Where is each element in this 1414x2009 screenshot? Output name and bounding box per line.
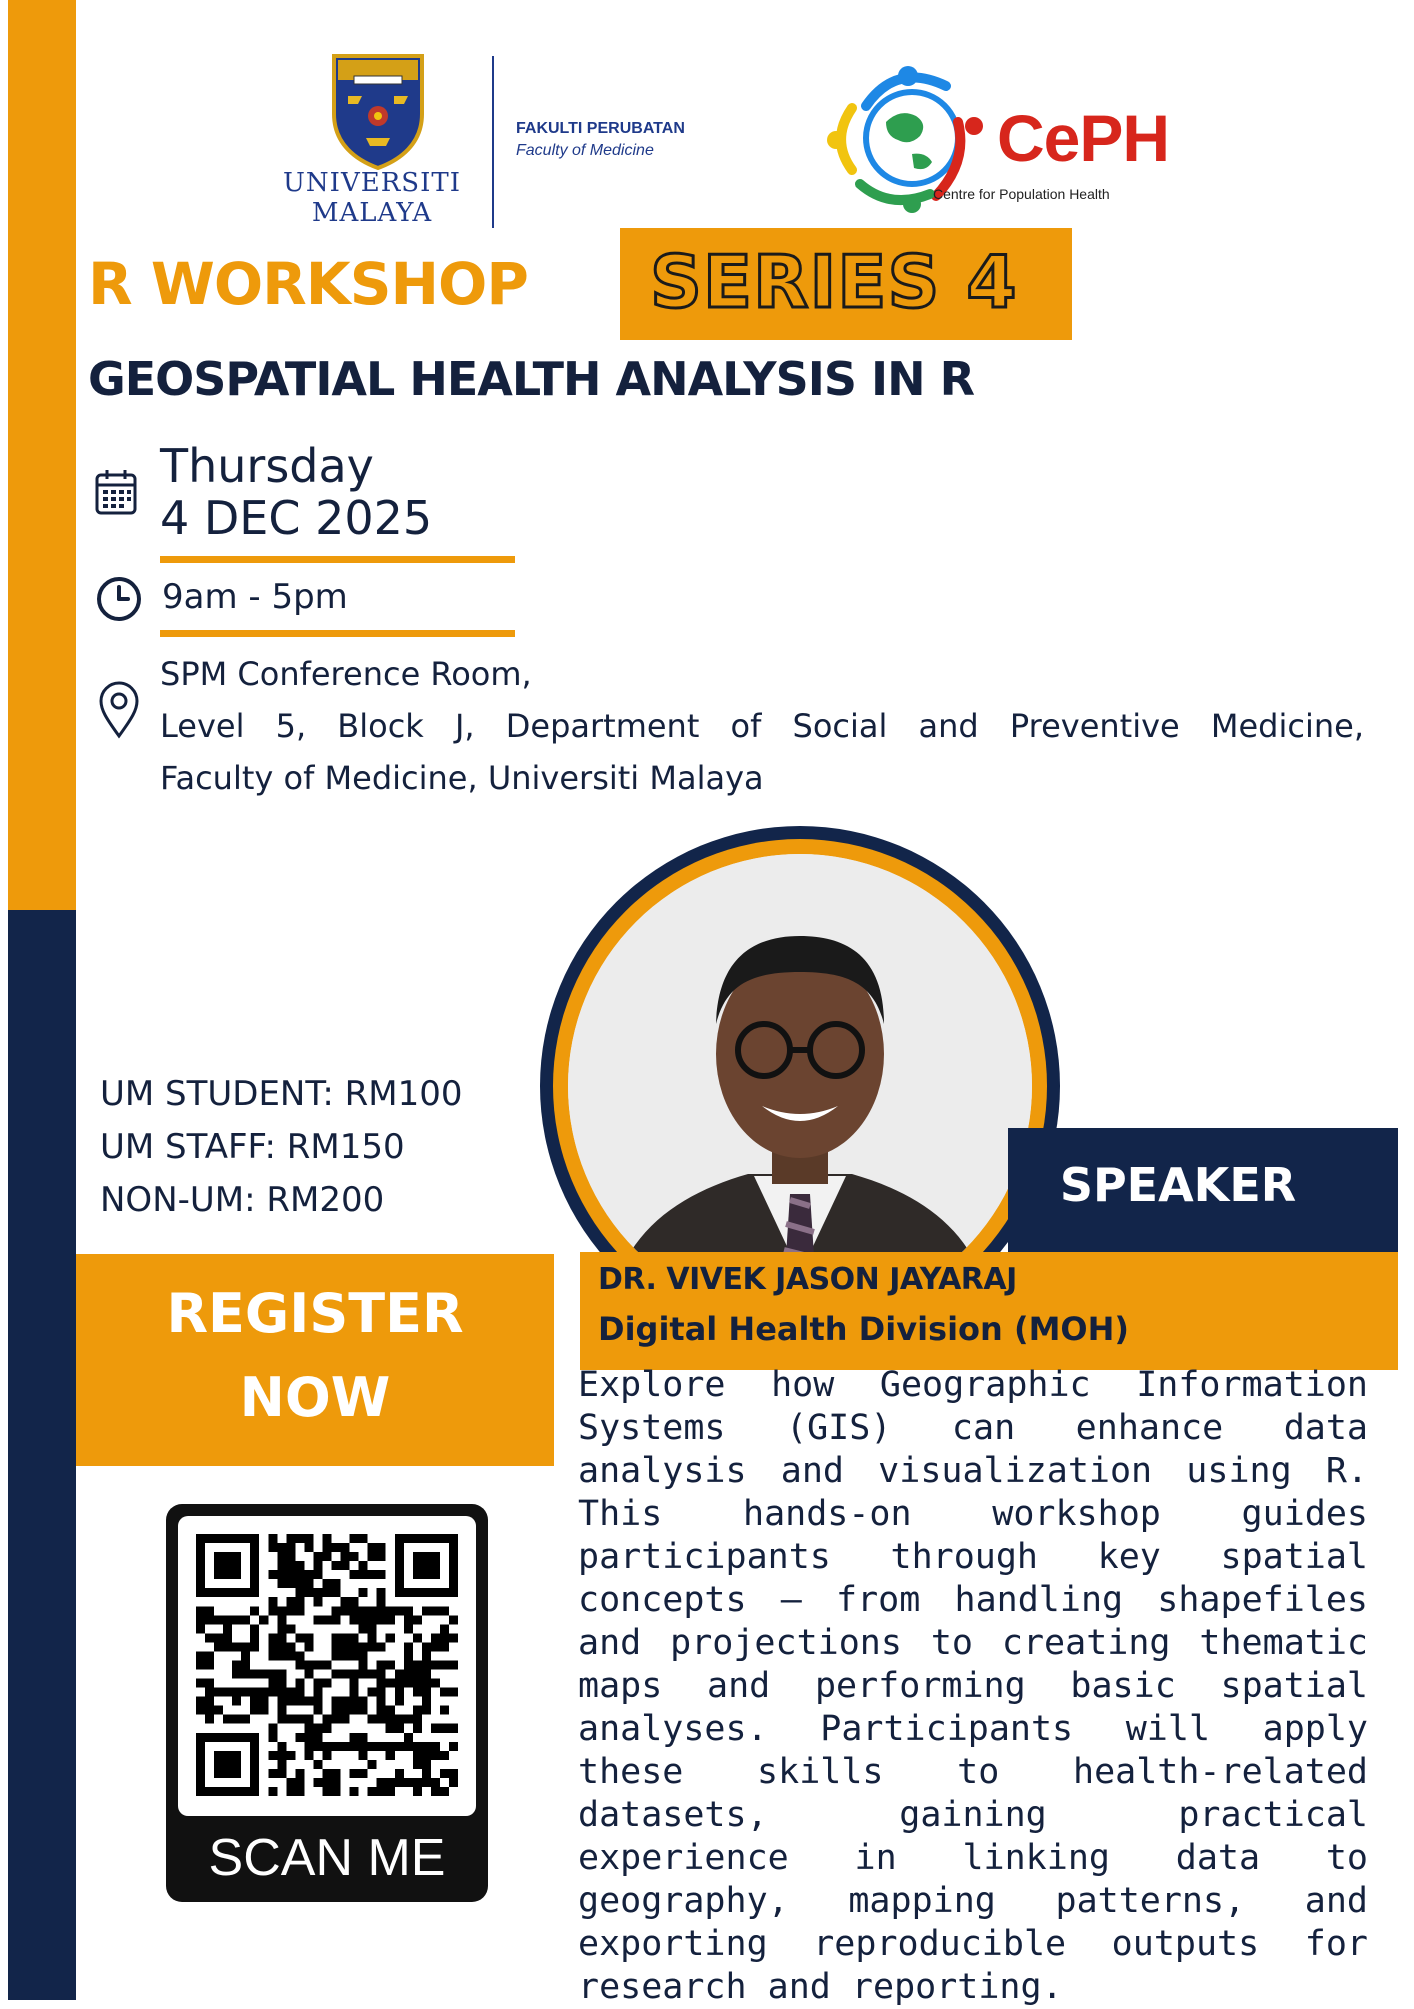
faculty-title: FAKULTI PERUBATAN bbox=[516, 120, 685, 137]
speaker-name: DR. VIVEK JASON JAYARAJ bbox=[598, 1262, 1017, 1297]
fee-non-um: NON-UM: RM200 bbox=[100, 1180, 385, 1220]
ceph-name: CePH bbox=[997, 101, 1170, 175]
universiti-malaya-crest-icon bbox=[330, 52, 426, 170]
speaker-photo bbox=[568, 854, 1032, 1318]
workshop-description: Explore how Geographic Information Systems (GIS) can enhance data analysis and visualization using R. This hands-on workshop guides participants through key spatial concepts — from handling shapefiles and projections to creating thematic maps and performing basic spatial analyses. Participants will apply these skills to health-related datasets, gaining practical experience in linking data to geography, mapping patterns, and exporting reproducible outputs for research and reporting. bbox=[578, 1365, 1368, 2007]
divider-line bbox=[160, 630, 515, 637]
left-accent-stripe-orange bbox=[8, 0, 76, 910]
register-label-line1: REGISTER bbox=[166, 1282, 464, 1345]
university-name-line1: UNIVERSITI bbox=[283, 168, 461, 198]
workshop-title: R WORKSHOP bbox=[88, 250, 528, 318]
left-accent-stripe-navy bbox=[8, 910, 76, 2000]
divider-line bbox=[160, 556, 515, 563]
calendar-icon bbox=[94, 468, 138, 516]
register-label-line2: NOW bbox=[239, 1366, 391, 1429]
fee-um-staff: UM STAFF: RM150 bbox=[100, 1127, 405, 1167]
faculty-subtitle: Faculty of Medicine bbox=[516, 142, 654, 159]
clock-icon bbox=[96, 576, 142, 622]
speaker-portrait-illustration bbox=[568, 854, 1032, 1318]
event-time: 9am - 5pm bbox=[162, 577, 348, 617]
venue-line-3: Faculty of Medicine, Universiti Malaya bbox=[160, 759, 764, 797]
qr-caption: SCAN ME bbox=[208, 1829, 446, 1887]
event-day: Thursday bbox=[160, 439, 374, 493]
speaker-organization: Digital Health Division (MOH) bbox=[598, 1310, 1130, 1348]
qr-code-icon[interactable] bbox=[196, 1534, 458, 1796]
university-name-line2: MALAYA bbox=[311, 198, 433, 228]
speaker-label: SPEAKER bbox=[1059, 1158, 1297, 1212]
venue-line-2: Level 5, Block J, Department of Social and Preventive Medicine, bbox=[160, 707, 1364, 745]
location-pin-icon bbox=[98, 680, 140, 740]
university-name bbox=[262, 168, 482, 228]
event-date: 4 DEC 2025 bbox=[160, 491, 433, 545]
fee-um-student: UM STUDENT: RM100 bbox=[100, 1074, 463, 1114]
logo-divider bbox=[492, 56, 494, 228]
workshop-subtitle: GEOSPATIAL HEALTH ANALYSIS IN R bbox=[88, 352, 975, 406]
ceph-subtitle: Centre for Population Health bbox=[933, 186, 1110, 202]
venue-line-1: SPM Conference Room, bbox=[160, 655, 532, 693]
series-label: SERIES 4 bbox=[650, 240, 1018, 324]
